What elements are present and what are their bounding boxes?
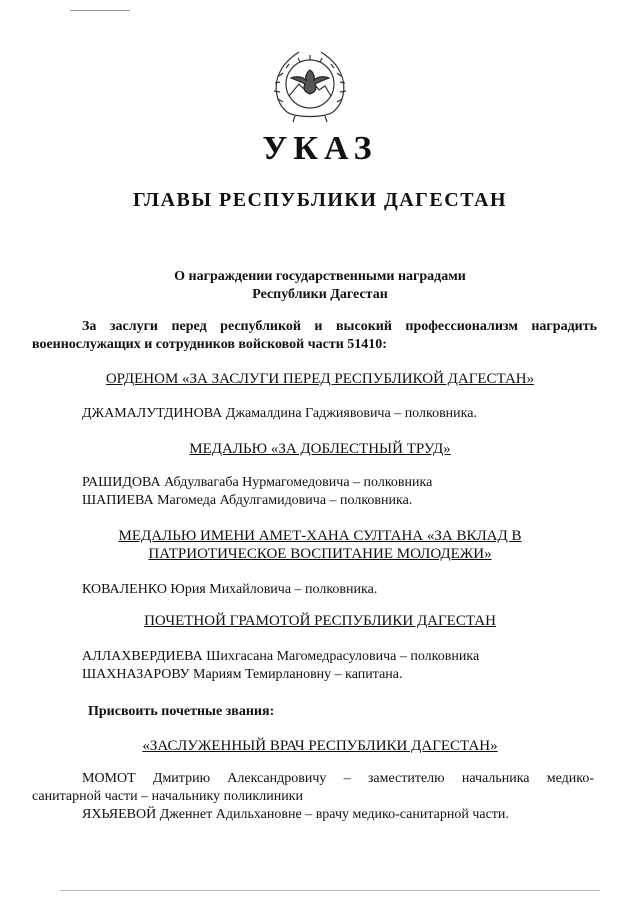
award-medal-labor-recipient-1: РАШИДОВА Абдулвагаба Нурмагомедовича – полковника — [82, 475, 433, 490]
coat-of-arms-emblem — [265, 42, 355, 124]
intro-line-2: военнослужащих и сотрудников войсковой части 51410: — [32, 337, 387, 352]
honorary-titles-intro: Присвоить почетные звания: — [88, 704, 275, 719]
scan-edge-top — [70, 10, 130, 11]
document-subtitle: ГЛАВЫ РЕСПУБЛИКИ ДАГЕСТАН — [132, 189, 508, 211]
decree-intro — [32, 318, 597, 354]
award-medal-sultan-heading — [0, 527, 640, 563]
heading-line-2: Республики Дагестан — [252, 287, 388, 302]
award-medal-sultan-recipient: КОВАЛЕНКО Юрия Михайловича – полковника. — [82, 582, 378, 597]
honorary-doctor-heading: «ЗАСЛУЖЕННЫЙ ВРАЧ РЕСПУБЛИКИ ДАГЕСТАН» — [142, 738, 498, 754]
award-medal-sultan-line-2: ПАТРИОТИЧЕСКОЕ ВОСПИТАНИЕ МОЛОДЕЖИ» — [148, 546, 492, 562]
recipient-1-line-2: санитарной части – начальнику поликлиники — [32, 789, 303, 804]
honorary-doctor-recipient-1 — [32, 770, 594, 806]
intro-line-1: За заслуги перед республикой и высокий профессионализм наградить — [82, 319, 597, 334]
award-certificate-recipient-1: АЛЛАХВЕРДИЕВА Шихгасана Магомедрасуловича – полковника — [82, 649, 480, 664]
award-certificate-recipient-2: ШАХНАЗАРОВУ Мариям Темирлановну – капитана. — [82, 667, 403, 682]
award-certificate-heading: ПОЧЕТНОЙ ГРАМОТОЙ РЕСПУБЛИКИ ДАГЕСТАН — [144, 613, 496, 629]
heading-line-1: О награждении государственными наградами — [174, 269, 466, 284]
honorary-doctor-recipient-2: ЯХЬЯЕВОЙ Дженнет Адильхановне – врачу медико-санитарной части. — [82, 807, 509, 822]
award-medal-labor-recipient-2: ШАПИЕВА Магомеда Абдулгамидовича – полковника. — [82, 493, 413, 508]
award-order-recipient: ДЖАМАЛУТДИНОВА Джамалдина Гаджиявовича – полковника. — [82, 406, 477, 421]
award-medal-sultan-line-1: МЕДАЛЬЮ ИМЕНИ АМЕТ-ХАНА СУЛТАНА «ЗА ВКЛАД В — [118, 528, 522, 544]
document-title: УКАЗ — [262, 130, 378, 167]
award-medal-labor-heading: МЕДАЛЬЮ «ЗА ДОБЛЕСТНЫЙ ТРУД» — [189, 441, 451, 457]
scan-edge-bottom — [60, 890, 600, 891]
recipient-1-line-1: МОМОТ Дмитрию Александровичу – заместителю начальника медико- — [82, 771, 594, 786]
decree-heading — [0, 268, 640, 304]
award-order-heading: ОРДЕНОМ «ЗА ЗАСЛУГИ ПЕРЕД РЕСПУБЛИКОЙ ДАГЕСТАН» — [105, 371, 535, 387]
